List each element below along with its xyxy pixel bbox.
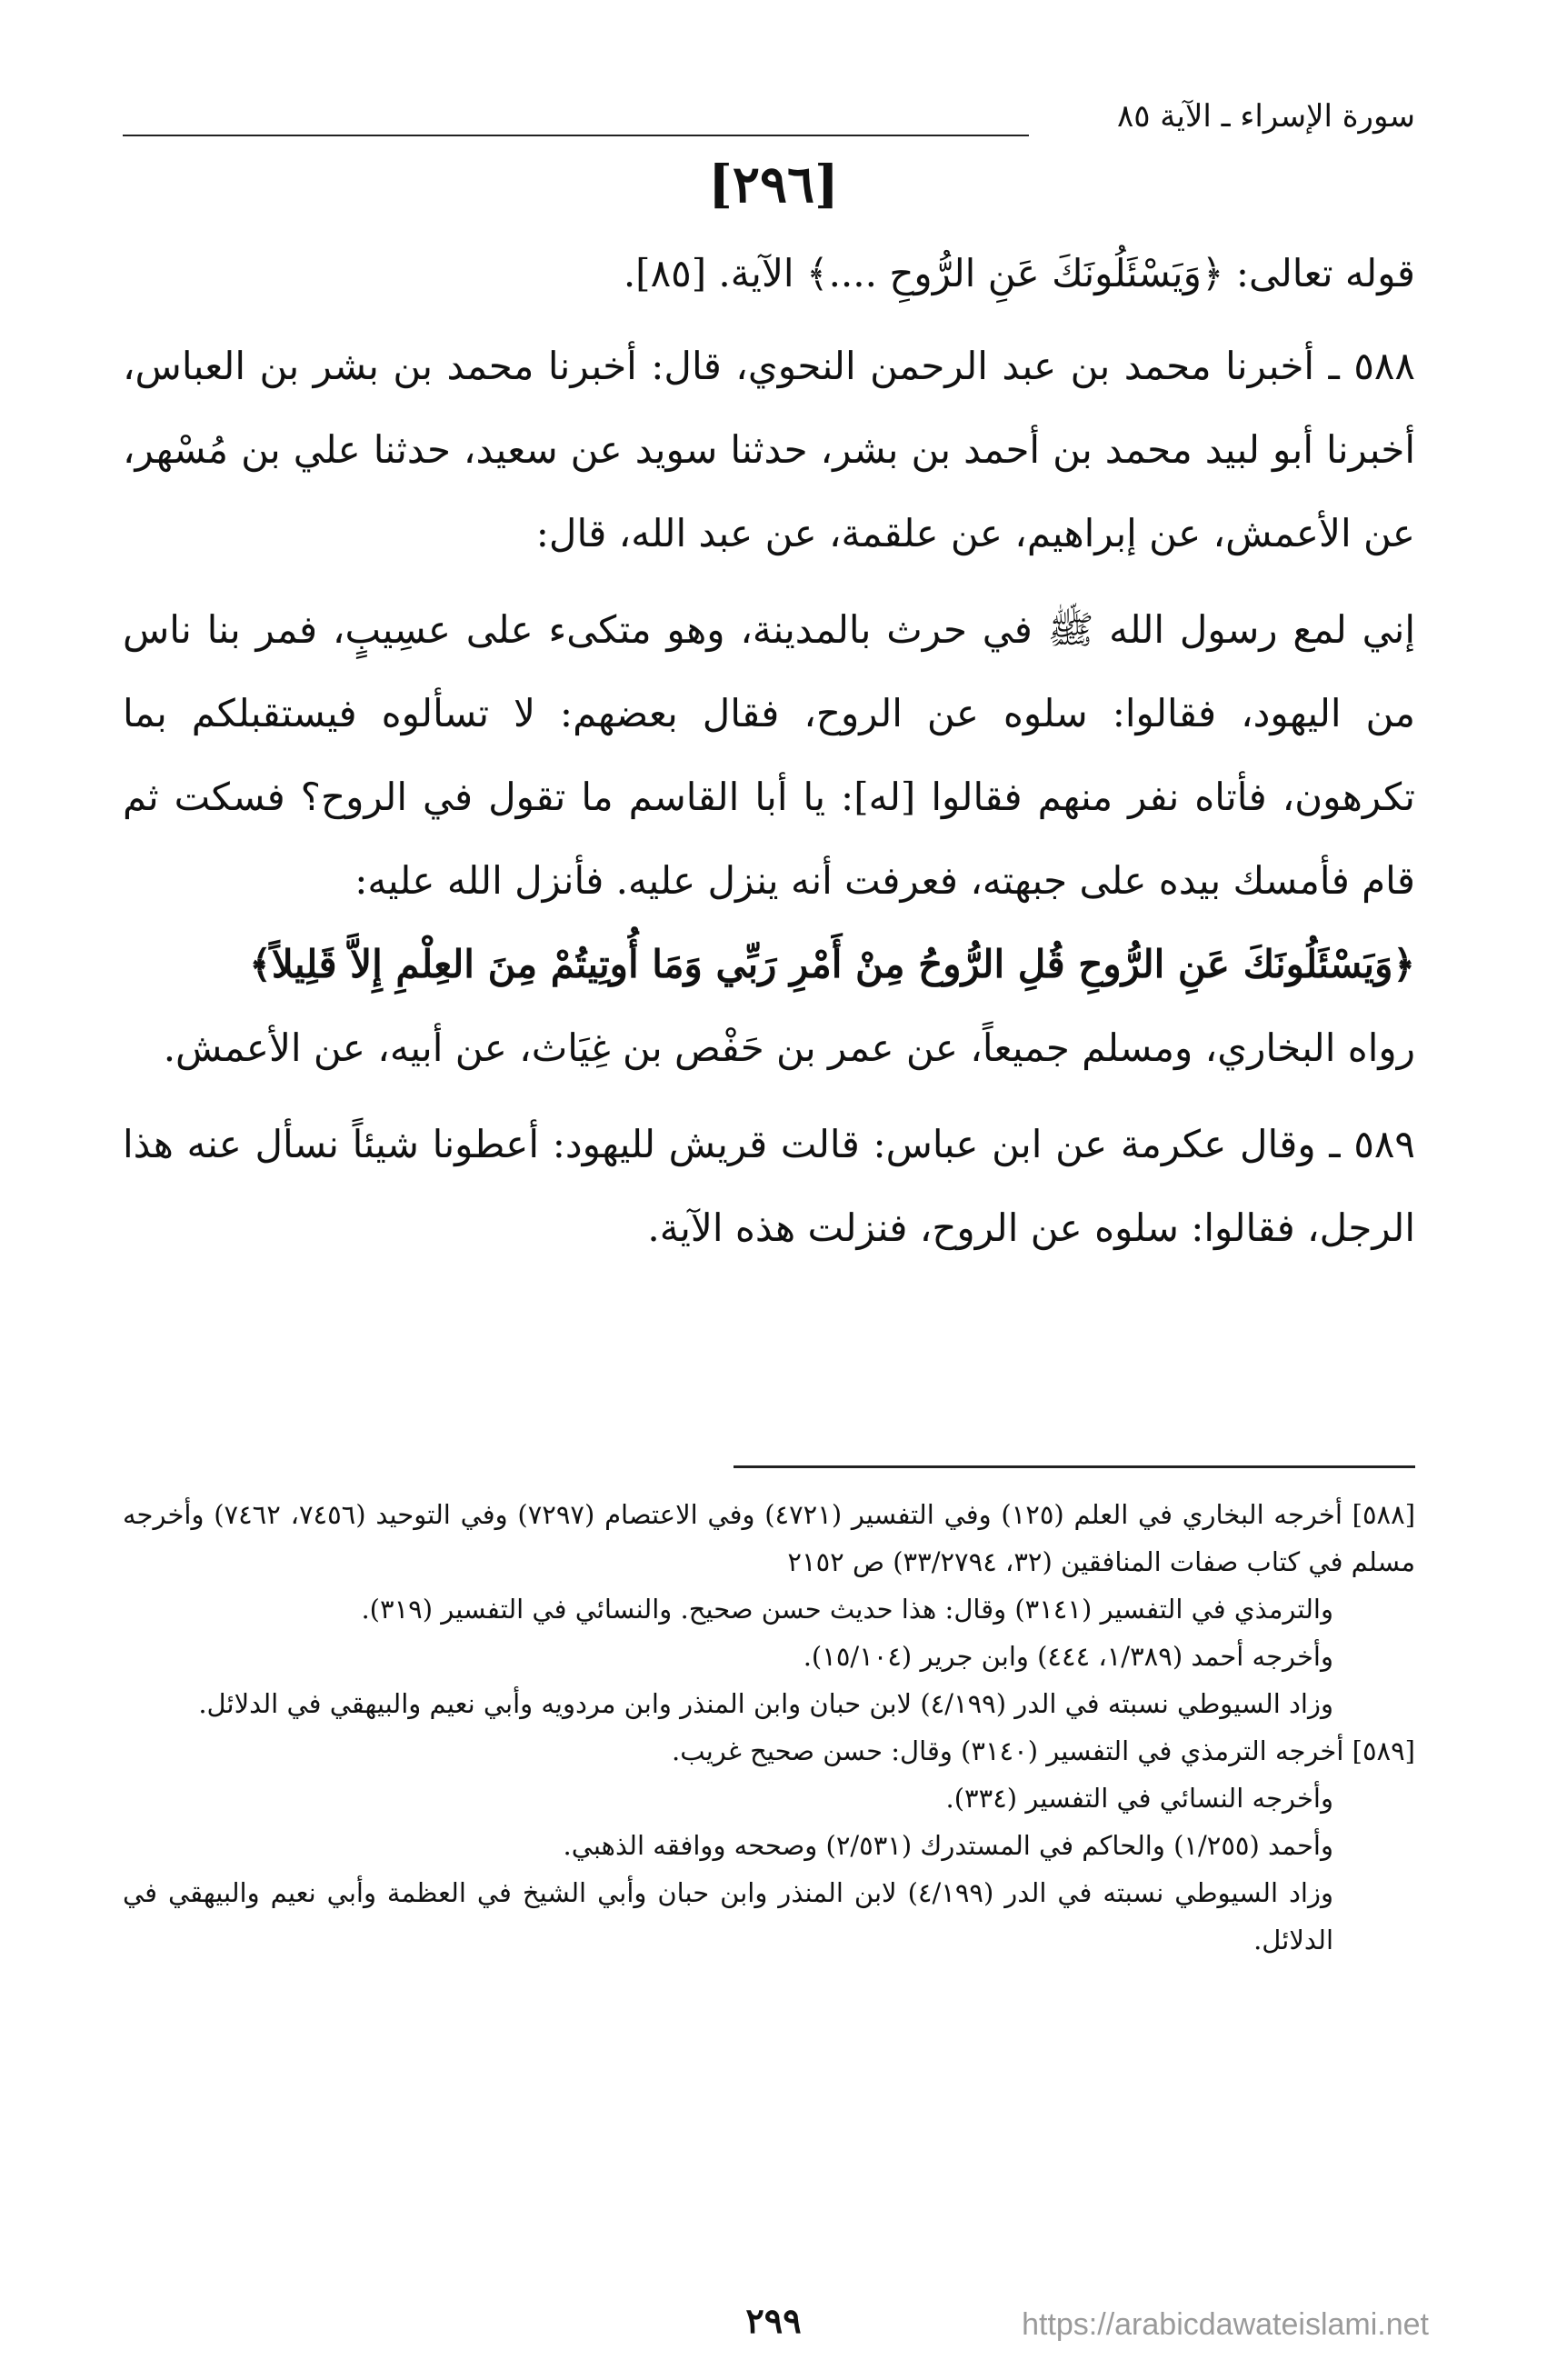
hadith-588-isnad: ٥٨٨ ـ أخبرنا محمد بن عبد الرحمن النحوي، قال: أخبرنا محمد بن بشر بن العباس، أخبرنا أبو لبيد محمد بن أحمد بن بشر، حدثنا سويد عن سعيد، حدثنا علي بن مُسْهر، عن الأعمش، عن إبراهيم، عن علقمة، عن عبد الله، قال: <box>123 344 1415 555</box>
running-header <box>123 91 1415 145</box>
footnote-589-line-2: وأخرجه النسائي في التفسير (٣٣٤). <box>945 1783 1333 1814</box>
header-rule <box>123 135 1029 136</box>
main-text <box>123 232 1415 1270</box>
footnote-589-line-1: [٥٨٩] أخرجه الترمذي في التفسير (٣١٤٠) وقال: حسن صحيح غريب. <box>672 1735 1415 1766</box>
section-heading: قوله تعالى: ﴿وَيَسْئَلُونَكَ عَنِ الرُّوحِ ....﴾ الآية. [٨٥]. <box>623 251 1415 295</box>
hadith-588-source: رواه البخاري، ومسلم جميعاً، عن عمر بن حَفْص بن غِيَاث، عن أبيه، عن الأعمش. <box>163 1025 1415 1070</box>
running-title: سورة الإسراء ـ الآية ٨٥ <box>1116 98 1415 135</box>
spacer <box>123 575 1415 588</box>
footnote-588-line-1: [٥٨٨] أخرجه البخاري في العلم (١٢٥) وفي التفسير (٤٧٢١) وفي الاعتصام (٧٢٩٧) وفي التوحيد (٧٤٥٦، ٧٤٦٢) وأخرجه مسلم في كتاب صفات المنافقين (٣٢، ٣٣/٢٧٩٤) ص ٢١٥٢ <box>123 1499 1416 1577</box>
spacer <box>123 1090 1415 1103</box>
section-number: [٢٩٦] <box>708 155 839 215</box>
quran-verse: ﴿وَيَسْئَلُونَكَ عَنِ الرُّوحِ قُلِ الرُّوحُ مِنْ أَمْرِ رَبِّي وَمَا أُوتِيتُمْ مِنَ العِلْمِ إِلاَّ قَلِيلاً﴾ <box>249 942 1415 986</box>
footnote-588-line-3: وأخرجه أحمد (١/٣٨٩، ٤٤٤) وابن جرير (١٥/١٠٤). <box>803 1641 1333 1672</box>
page-number: ٢٩٩ <box>745 2300 802 2341</box>
footnotes <box>123 1491 1415 1964</box>
footnote-588-line-2: والترمذي في التفسير (٣١٤١) وقال: هذا حديث حسن صحيح. والنسائي في التفسير (٣١٩). <box>361 1594 1333 1625</box>
hadith-588-text: إني لمع رسول الله ﷺ في حرث بالمدينة، وهو متكىء على عسِيبٍ، فمر بنا ناس من اليهود، فقالوا: سلوه عن الروح، فقال بعضهم: لا تسألوه فيستقبلكم بما تكرهون، فأتاه نفر منهم فقالوا [له]: يا أبا القاسم ما تقول في الروح؟ فسكت ثم قام فأمسك بيده على جبهته، فعرفت أنه ينزل عليه. فأنزل الله عليه: <box>123 607 1415 903</box>
watermark-url: https://arabicdawateislami.net <box>1022 2307 1429 2342</box>
footnote-589-line-3: وأحمد (١/٢٥٥) والحاكم في المستدرك (٢/٥٣١) وصححه ووافقه الذهبي. <box>563 1830 1333 1861</box>
footnote-589-line-4: وزاد السيوطي نسبته في الدر (٤/١٩٩) لابن المنذر وابن حبان وأبي الشيخ في العظمة وأبي نعيم والبيهقي في الدلائل. <box>123 1877 1333 1955</box>
footnote-588-line-4: وزاد السيوطي نسبته في الدر (٤/١٩٩) لابن حبان وابن المنذر وابن مردويه وأبي نعيم والبيهقي في الدلائل. <box>198 1688 1333 1719</box>
footnote-separator <box>734 1465 1415 1468</box>
hadith-589: ٥٨٩ ـ وقال عكرمة عن ابن عباس: قالت قريش لليهود: أعطونا شيئاً نسأل عنه هذا الرجل، فقالوا: سلوه عن الروح، فنزلت هذه الآية. <box>123 1122 1415 1250</box>
